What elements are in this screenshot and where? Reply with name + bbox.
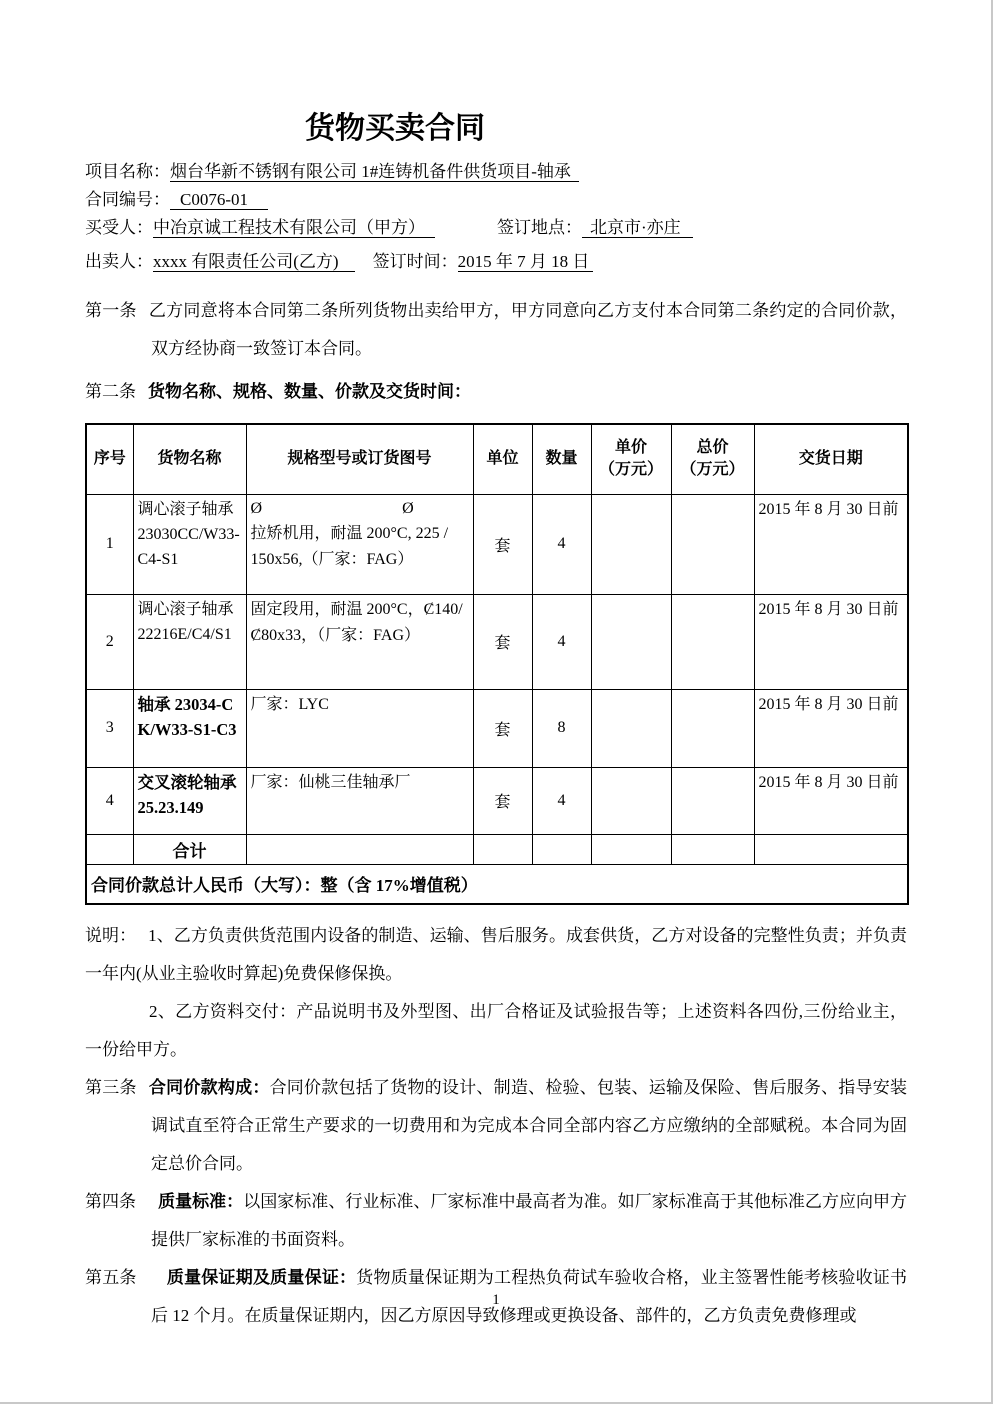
clause-5-title: 质量保证期及质量保证：: [166, 1268, 357, 1287]
total-price-line2: （万元）: [680, 461, 745, 479]
project-name-value: 烟台华新不锈钢有限公司 1#连铸机备件供货项目-轴承: [170, 162, 579, 182]
goods-row-2: [86, 594, 908, 689]
clause-4-title: 质量标准：: [158, 1192, 244, 1211]
notes-item-1: 1、乙方负责供货范围内设备的制造、运输、售后服务。成套供货，乙方对设备的完整性负责；并负责一年内(从业主验收时算起)免费保修保换。: [85, 926, 908, 983]
serial-cell: 2: [86, 594, 133, 689]
clause-2-heading: [85, 378, 907, 406]
seller-label: 出卖人：: [85, 252, 153, 271]
goods-name-cell: 调心滚子轴承 23030CC/W33-C4-S1: [133, 494, 246, 594]
total-price-cell: [671, 494, 754, 594]
unit-price-cell: [591, 494, 671, 594]
page-number: 1: [492, 1292, 500, 1308]
empty-cell: [754, 834, 908, 864]
goods-table: [85, 423, 909, 905]
notes-label: 说明：: [85, 926, 137, 945]
clause-3-title: 合同价款构成：: [148, 1078, 270, 1097]
sign-place-label: 签订地点：: [497, 218, 582, 237]
total-price-cell: [671, 594, 754, 689]
total-price-cell: [671, 767, 754, 834]
clause-1: [85, 292, 907, 368]
clause-4: [85, 1183, 907, 1259]
contract-no-value: C0076-01: [170, 190, 268, 210]
empty-cell: [86, 834, 133, 864]
clause-3-text: 合同价款包括了货物的设计、制造、检验、包装、运输及保险、售后服务、指导安装调试直至符合正常生产要求的一切费用和为完成本合同全部内容乙方应缴纳的全部赋税。本合同为固定总价合同。: [151, 1078, 908, 1173]
subtotal-row: [86, 834, 908, 864]
qty-cell: 4: [532, 594, 591, 689]
col-header-qty: 数量: [532, 424, 591, 494]
seller-value: xxxx 有限责任公司(乙方): [153, 252, 355, 272]
delivery-cell: 2015 年 8 月 30 日前: [754, 494, 908, 594]
contract-no-line: [85, 186, 907, 214]
empty-cell: [246, 834, 473, 864]
contract-title: 货物买卖合同: [305, 112, 485, 145]
notes-paragraph-2: [85, 993, 907, 1069]
unit-cell: 套: [473, 594, 532, 689]
col-header-spec: 规格型号或订货图号: [246, 424, 473, 494]
contract-no-label: 合同编号：: [85, 190, 170, 209]
goods-row-1: [86, 494, 908, 594]
sign-time-label: 签订时间：: [372, 252, 458, 271]
goods-name-cell: 轴承 23034-CK/W33-S1-C3: [133, 689, 246, 767]
empty-cell: [591, 834, 671, 864]
qty-cell: 4: [532, 767, 591, 834]
delivery-cell: 2015 年 8 月 30 日前: [754, 689, 908, 767]
total-price-cell: [671, 689, 754, 767]
unit-cell: 套: [473, 689, 532, 767]
table-header-row: [86, 424, 908, 494]
total-price-line1: 总价: [696, 439, 729, 457]
total-amount-row: [86, 864, 908, 904]
clause-3-label: 第三条: [85, 1078, 137, 1097]
goods-name-cell: 调心滚子轴承 22216E/C4/S1: [133, 594, 246, 689]
col-header-unit-price: [591, 424, 671, 494]
goods-row-3: [86, 689, 908, 767]
goods-name-cell: 交叉滚轮轴承 25.23.149: [133, 767, 246, 834]
spec-cell: 固定段用，耐温 200°C，Ȼ140/Ȼ80x33，（厂家：FAG）: [246, 594, 473, 689]
notes-item-2: 2、乙方资料交付：产品说明书及外型图、出厂合格证及试验报告等；上述资料各四份,三份给业主，一份给甲方。: [85, 1002, 907, 1059]
seller-line: [85, 248, 907, 276]
sign-time-value: 2015 年 7 月 18 日: [458, 252, 594, 272]
project-name-label: 项目名称：: [85, 162, 170, 181]
clause-4-text: 以国家标准、行业标准、厂家标准中最高者为准。如厂家标准高于其他标准乙方应向甲方提供厂家标准的书面资料。: [151, 1192, 908, 1249]
subtotal-label: 合计: [133, 834, 246, 864]
empty-cell: [473, 834, 532, 864]
delivery-cell: 2015 年 8 月 30 日前: [754, 767, 908, 834]
col-header-delivery: 交货日期: [754, 424, 908, 494]
clause-5-text: 货物质量保证期为工程热负荷试车验收合格，业主签署性能考核验收证书后 12 个月。在质量保证期内，因乙方原因导致修理或更换设备、部件的，乙方负责免费修理或: [151, 1268, 908, 1325]
diameter-symbols: [251, 497, 469, 521]
page-content: [85, 108, 907, 1335]
empty-cell: [671, 834, 754, 864]
contract-header-block: [85, 158, 907, 276]
unit-cell: 套: [473, 767, 532, 834]
serial-cell: 3: [86, 689, 133, 767]
buyer-line: [85, 214, 907, 242]
total-amount-text: 合同价款总计人民币（大写）：整（含 17%增值税）: [86, 864, 908, 904]
diameter-icon: Ø: [402, 499, 414, 517]
qty-cell: 8: [532, 689, 591, 767]
diameter-icon: Ø: [250, 499, 263, 517]
sign-place-value: 北京市·亦庄: [582, 218, 693, 238]
clause-2-label: 第二条: [85, 382, 136, 401]
clause-3: [85, 1069, 907, 1183]
col-header-name: 货物名称: [133, 424, 246, 494]
buyer-value: 中冶京诚工程技术有限公司（甲方）: [153, 218, 435, 238]
col-header-unit: 单位: [473, 424, 532, 494]
unit-price-line1: 单价: [614, 439, 647, 457]
spec-cell: [246, 494, 473, 594]
unit-price-cell: [591, 689, 671, 767]
clause-2-heading-text: 货物名称、规格、数量、价款及交货时间：: [148, 382, 471, 401]
notes-paragraph-1: [85, 917, 907, 993]
buyer-label: 买受人：: [85, 218, 153, 237]
qty-cell: 4: [532, 494, 591, 594]
col-header-serial: 序号: [86, 424, 133, 494]
unit-price-cell: [591, 594, 671, 689]
clause-1-text: 乙方同意将本合同第二条所列货物出卖给甲方，甲方同意向乙方支付本合同第二条约定的合同价款，双方经协商一致签订本合同。: [148, 301, 907, 358]
empty-cell: [532, 834, 591, 864]
spec-cell: 厂家：LYC: [246, 689, 473, 767]
goods-row-4: [86, 767, 908, 834]
unit-price-line2: （万元）: [598, 461, 663, 479]
serial-cell: 1: [86, 494, 133, 594]
clause-4-label: 第四条: [85, 1192, 137, 1211]
spec-cell: 厂家：仙桃三佳轴承厂: [246, 767, 473, 834]
unit-cell: 套: [473, 494, 532, 594]
clause-1-label: 第一条: [85, 301, 137, 320]
serial-cell: 4: [86, 767, 133, 834]
project-name-line: [85, 158, 907, 186]
clause-5-label: 第五条: [85, 1268, 137, 1287]
spec-text: 拉矫机用，耐温 200°C, 225 / 150x56,（厂家：FAG）: [250, 524, 449, 568]
delivery-cell: 2015 年 8 月 30 日前: [754, 594, 908, 689]
col-header-total-price: [671, 424, 754, 494]
unit-price-cell: [591, 767, 671, 834]
